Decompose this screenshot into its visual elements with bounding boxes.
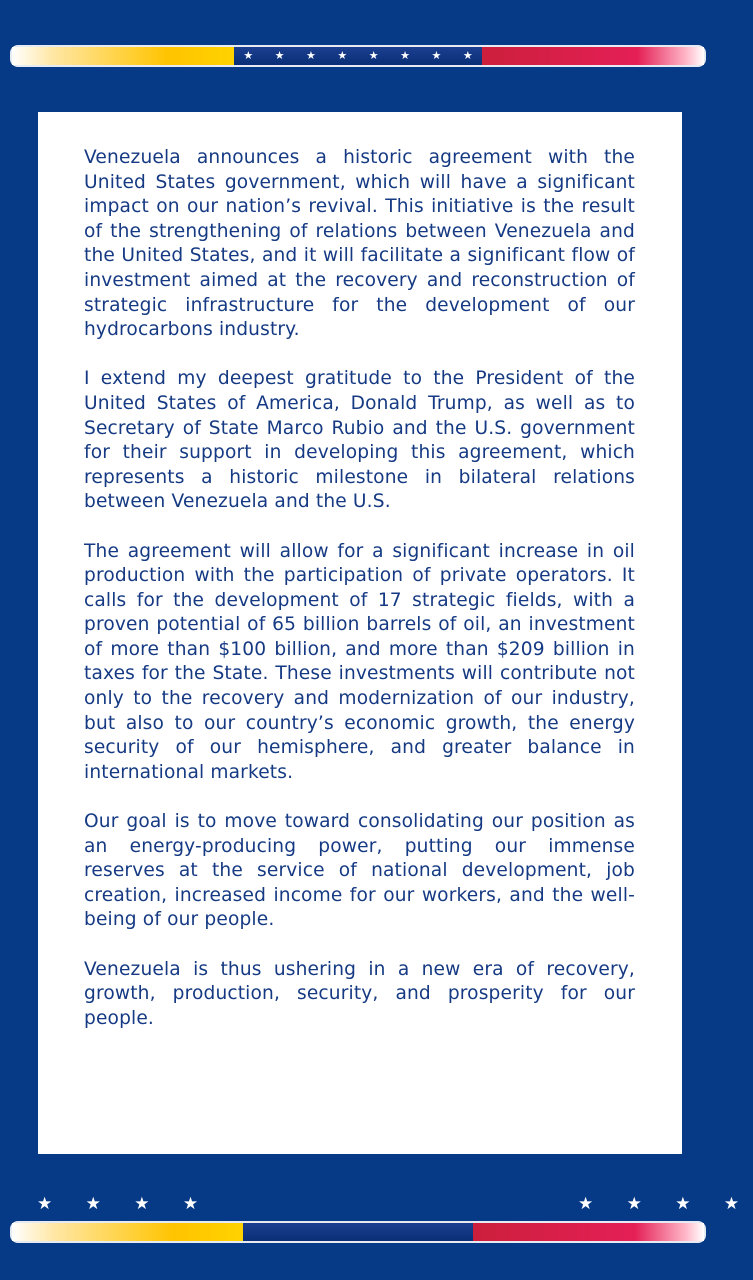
statement-paragraph: The agreement will allow for a significant increase in oil production with the participation of private operators. It calls for the development of 17 strategic fields, with a proven potential of 65 billion barrels of oil, an investment of more than $100 billion, and more than $209 billion in taxes for the State. These investments will contribute not only to the recovery and modernization of our industry, but also to our country’s economic growth, the energy security of our hemisphere, and greater balance in international markets. xyxy=(84,540,635,783)
statement-body xyxy=(84,146,635,1056)
statement-paragraph: Our goal is to move toward consolidating our position as an energy-producing power, putting our immense reserves at the service of national development, job creation, increased income for our workers, and the well-being of our people. xyxy=(84,811,635,931)
flag-yellow-stripe xyxy=(12,47,234,65)
left-stars-icon: ★ ★ ★ ★ xyxy=(37,1194,213,1214)
statement-paragraph: Venezuela is thus ushering in a new era of recovery, growth, production, security, and prosperity for our people. xyxy=(84,958,635,1029)
top-flag-bar xyxy=(12,47,704,65)
flag-yellow-stripe xyxy=(12,1223,243,1241)
flag-blue-stripe xyxy=(243,1223,474,1241)
flag-red-stripe xyxy=(482,47,704,65)
statement-paragraph: Venezuela announces a historic agreement with the United States government, which will have a significant impact on our nation’s revival. This initiative is the result of the strengthening of relations between Venezuela and the United States, and it will facilitate a significant flow of investment aimed at the recovery and reconstruction of strategic infrastructure for the development of our hydrocarbons industry. xyxy=(84,147,635,341)
statement-card xyxy=(38,112,682,1154)
flag-stars-icon: ★ ★ ★ ★ ★ ★ ★ ★ xyxy=(243,49,482,62)
flag-blue-stripe xyxy=(234,47,481,65)
right-stars-icon: ★ ★ ★ ★ xyxy=(578,1194,753,1214)
bottom-flag-bar xyxy=(12,1223,704,1241)
statement-paragraph: I extend my deepest gratitude to the President of the United States of America, Donald Trump, as well as to Secretary of State Marco Rubio and the U.S. government for their support in developing this agreement, which represents a historic milestone in bilateral relations between Venezuela and the U.S. xyxy=(84,368,635,513)
flag-red-stripe xyxy=(473,1223,704,1241)
